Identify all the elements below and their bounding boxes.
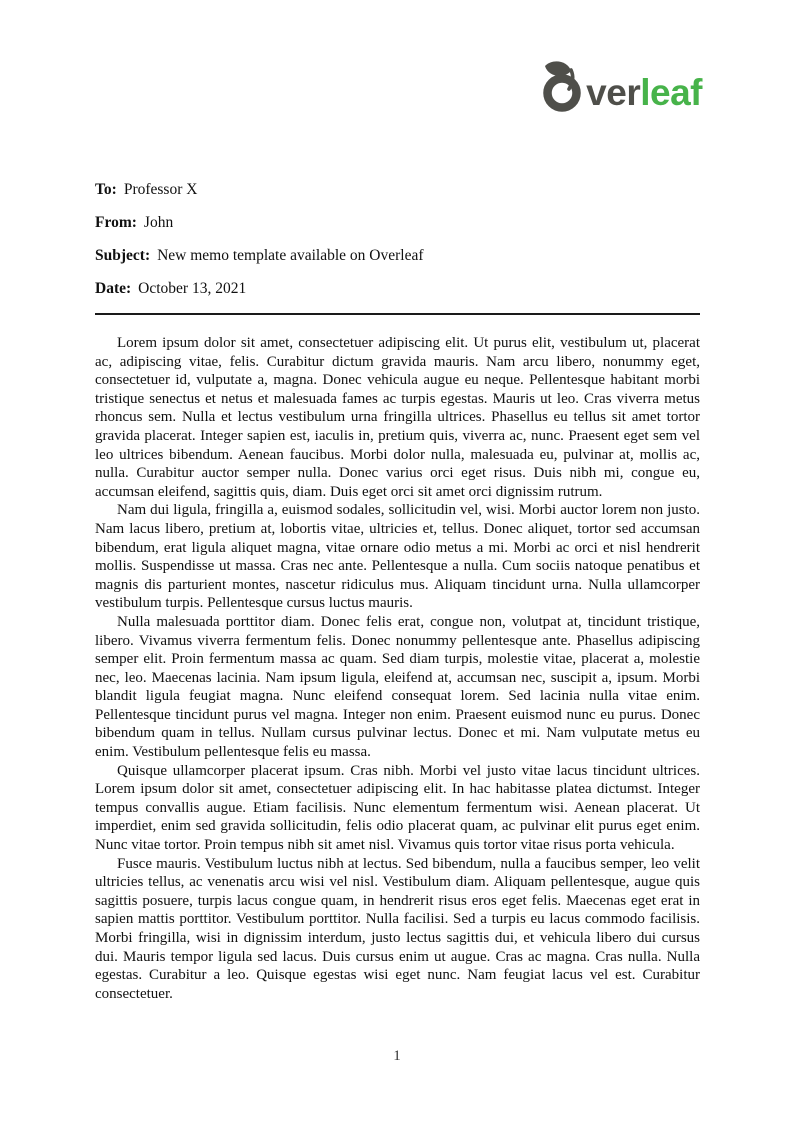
overleaf-logo: [543, 60, 702, 112]
memo-header: [95, 182, 700, 314]
memo-field-subject: [95, 248, 700, 264]
memo-field-label: To:: [95, 181, 117, 198]
memo-body: [95, 334, 700, 1003]
memo-field-to: [95, 182, 700, 198]
logo-text-green: leaf: [640, 72, 702, 113]
memo-field-date: [95, 281, 700, 297]
memo-field-value: October 13, 2021: [138, 280, 247, 297]
memo-field-label: Date:: [95, 280, 132, 297]
memo-field-label: Subject:: [95, 247, 151, 264]
overleaf-o-leaf-icon: [543, 60, 585, 112]
body-paragraph: Nulla malesuada porttitor diam. Donec felis erat, congue non, volutpat at, tincidunt tristique, libero. Vivamus viverra fermentum felis. Donec nonummy pellentesque ante. Phasellus adipiscing semper elit. Proin fermentum massa ac quam. Sed diam turpis, molestie vitae, placerat a, molestie nec, leo. Maecenas lacinia. Nam ipsum ligula, eleifend at, accumsan nec, suscipit a, ipsum. Morbi blandit ligula feugiat magna. Nunc eleifend consequat lorem. Sed lacinia nulla vitae enim. Pellentesque tincidunt purus vel magna. Integer non enim. Praesent euismod nunc eu purus. Donec bibendum quam in tellus. Nullam cursus pulvinar lectus. Donec et mi. Nam vulputate metus eu enim. Vestibulum pellentesque felis eu massa.: [95, 613, 700, 761]
body-paragraph: Nam dui ligula, fringilla a, euismod sodales, sollicitudin vel, wisi. Morbi auctor lorem non justo. Nam lacus libero, pretium at, lobortis vitae, ultricies et, tellus. Donec aliquet, tortor sed accumsan bibendum, erat ligula aliquet magna, vitae ornare odio metus a mi. Morbi ac orci et nisl hendrerit mollis. Suspendisse ut massa. Cras nec ante. Pellentesque a nulla. Cum sociis natoque penatibus et magnis dis parturient montes, nascetur ridiculus mus. Aliquam tincidunt urna. Nulla ullamcorper vestibulum turpis. Pellentesque cursus luctus mauris.: [95, 502, 700, 612]
body-paragraph: Fusce mauris. Vestibulum luctus nibh at lectus. Sed bibendum, nulla a faucibus semper, leo velit ultricies tellus, ac venenatis arcu wisi vel nisl. Vestibulum diam. Aliquam pellentesque, augue quis sagittis posuere, turpis lacus congue quam, in hendrerit risus eros eget felis. Maecenas eget erat in sapien mattis porttitor. Vestibulum porttitor. Nulla facilisi. Sed a turpis eu lacus commodo facilisis. Morbi fringilla, wisi in dignissim interdum, justo lectus sagittis dui, et vehicula libero dui cursus dui. Mauris tempor ligula sed lacus. Duis cursus enim ut augue. Cras ac magna. Cras nulla. Nulla egestas. Curabitur a leo. Quisque egestas wisi eget nunc. Nam feugiat lacus vel est. Curabitur consectetuer.: [95, 855, 700, 1002]
memo-field-value: John: [143, 214, 174, 231]
body-paragraph: Lorem ipsum dolor sit amet, consectetuer adipiscing elit. Ut purus elit, vestibulum ut, placerat ac, adipiscing vitae, felis. Curabitur dictum gravida mauris. Nam arcu libero, nonummy eget, consectetuer id, vulputate a, magna. Donec vehicula augue eu neque. Pellentesque habitant morbi tristique senectus et netus et malesuada fames ac turpis egestas. Mauris ut leo. Cras viverra metus rhoncus sem. Nulla et lectus vestibulum urna fringilla ultrices. Phasellus eu tellus sit amet tortor gravida placerat. Integer sapien est, iaculis in, pretium quis, viverra ac, nunc. Praesent eget sem vel leo ultrices bibendum. Aenean faucibus. Morbi dolor nulla, malesuada eu, pulvinar at, mollis ac, nulla. Curabitur auctor semper nulla. Donec varius orci eget risus. Duis nibh mi, congue eu, accumsan eleifend, sagittis quis, diam. Duis eget orci sit amet orci dignissim rutrum.: [95, 335, 700, 500]
page-number: 1: [393, 1048, 401, 1064]
body-paragraph: Quisque ullamcorper placerat ipsum. Cras nibh. Morbi vel justo vitae lacus tincidunt ultrices. Lorem ipsum dolor sit amet, consectetuer adipiscing elit. In hac habitasse platea dictumst. Integer tempus convallis augue. Etiam facilisis. Nunc elementum fermentum wisi. Aenean placerat. Ut imperdiet, enim sed gravida sollicitudin, felis odio placerat quam, ac pulvinar elit purus eget enim. Nunc vitae tortor. Proin tempus nibh sit amet nisl. Vivamus quis tortor vitae risus porta vehicula.: [95, 762, 700, 854]
memo-field-label: From:: [95, 214, 137, 231]
memo-field-from: [95, 215, 700, 231]
logo-text-gray: ver: [586, 72, 641, 113]
memo-field-value: New memo template available on Overleaf: [157, 247, 424, 264]
memo-field-value: Professor X: [123, 181, 198, 198]
header-rule: [95, 313, 700, 315]
